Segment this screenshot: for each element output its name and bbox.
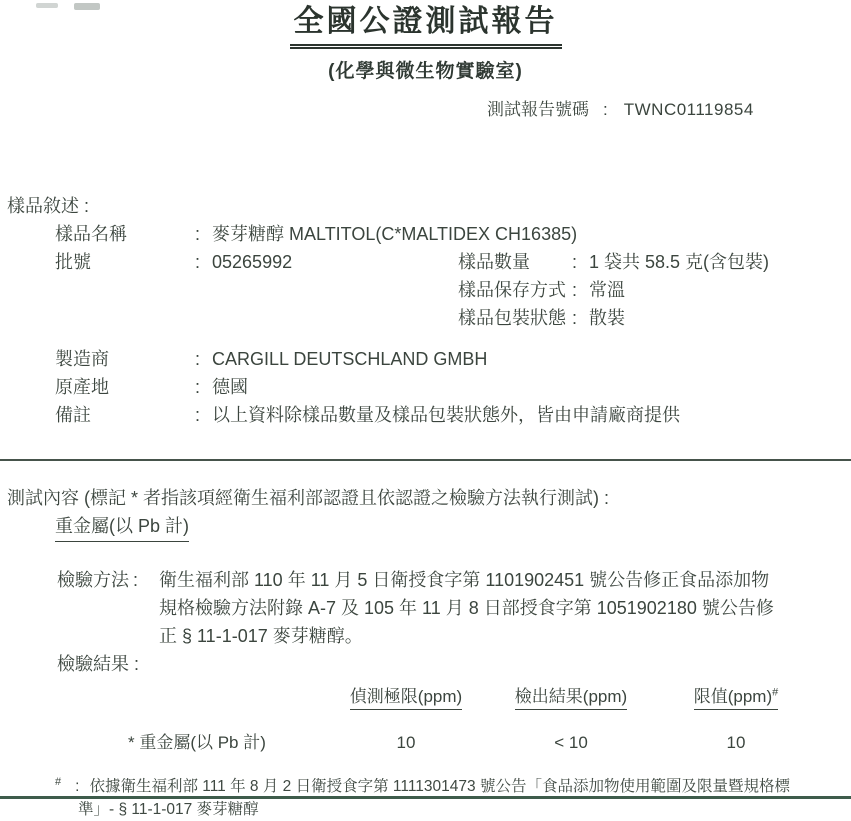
- footnote-text-line2: 準」- § 11-1-017 麥芽糖醇: [78, 800, 259, 818]
- remark-row: [55, 401, 851, 429]
- test-method-row: [57, 566, 851, 650]
- colon-separator: :: [572, 307, 578, 328]
- result-detection-limit: 10: [396, 732, 416, 752]
- quantity-value: 1 袋共 58.5 克(含包裝): [589, 251, 770, 272]
- packing-value: 散裝: [589, 307, 626, 328]
- limit-footnote-marker: #: [772, 685, 779, 698]
- test-method-label: 檢驗方法: [57, 569, 129, 590]
- test-result-label: 檢驗結果 :: [57, 653, 140, 674]
- remark-value: 以上資料除樣品數量及樣品包裝狀態外，皆由申請廠商提供: [212, 404, 681, 425]
- footnote-text-line1: 依據衛生福利部 111 年 8 月 2 日衛授食字第 1111301473 號公告「食品添加物使用範圍及限量暨規格標: [89, 777, 790, 795]
- result-item-name: * 重金屬(以 Pb 計): [128, 732, 266, 752]
- storage-value: 常溫: [589, 279, 626, 300]
- test-method-text: [159, 566, 849, 650]
- origin-label: 原產地: [55, 376, 109, 397]
- column-header-result: 檢出結果(ppm): [515, 682, 627, 710]
- result-limit: 10: [726, 732, 746, 752]
- lab-subtitle: (化學與微生物實驗室): [328, 60, 523, 82]
- batch-label: 批號: [55, 251, 91, 272]
- packing-row: [55, 304, 851, 332]
- quantity-label: 樣品數量: [458, 251, 530, 272]
- sample-name-row: [55, 220, 851, 248]
- report-number-row: [0, 95, 851, 120]
- footnote-marker: #: [55, 775, 62, 788]
- origin-value: 德國: [212, 376, 249, 397]
- manufacturer-label: 製造商: [55, 348, 109, 369]
- origin-row: [55, 373, 851, 401]
- colon-separator: :: [572, 251, 578, 272]
- column-header-detection-limit: 偵測極限(ppm): [350, 682, 462, 710]
- section-divider-line: [0, 459, 851, 461]
- colon-separator: :: [75, 777, 80, 795]
- colon-separator: :: [133, 569, 139, 590]
- result-value: < 10: [554, 732, 588, 752]
- report-number-value: TWNC01119854: [623, 99, 754, 119]
- table-row: [0, 731, 851, 755]
- scan-artifact: [36, 3, 58, 8]
- sample-section-heading: 樣品敘述 :: [7, 195, 90, 216]
- page-bottom-rule: [0, 796, 851, 799]
- batch-quantity-row: [55, 248, 851, 276]
- colon-separator: :: [195, 404, 201, 425]
- manufacturer-block: [0, 345, 851, 429]
- sample-name-value: 麥芽糖醇 MALTITOL(C*MALTIDEX CH16385): [212, 223, 578, 244]
- batch-value: 05265992: [212, 251, 293, 272]
- column-header-limit: 限值(ppm)#: [694, 682, 779, 710]
- page-title: 全國公證測試報告: [290, 3, 562, 49]
- colon-separator: :: [195, 348, 201, 369]
- packing-label: 樣品包裝狀態: [458, 307, 566, 328]
- remark-label: 備註: [55, 404, 91, 425]
- manufacturer-value: CARGILL DEUTSCHLAND GMBH: [212, 348, 488, 369]
- colon-separator: :: [195, 251, 201, 272]
- test-method-line: 正 § 11-1-017 麥芽糖醇。: [159, 625, 363, 646]
- sample-description-section: [0, 192, 851, 429]
- storage-label: 樣品保存方式: [458, 279, 566, 300]
- test-report-page: [0, 3, 851, 818]
- colon-separator: :: [572, 279, 578, 300]
- storage-row: [55, 276, 851, 304]
- sample-name-label: 樣品名稱: [55, 223, 127, 244]
- manufacturer-row: [55, 345, 851, 373]
- results-table: [0, 682, 851, 755]
- test-method-line: 規格檢驗方法附錄 A-7 及 105 年 11 月 8 日部授食字第 1051902180 號公告修: [159, 597, 774, 618]
- results-table-header: [0, 682, 851, 710]
- test-method-line: 衛生福利部 110 年 11 月 5 日衛授食字第 1101902451 號公告修正食品添加物: [159, 569, 770, 590]
- scan-artifact: [74, 3, 100, 10]
- colon-separator: :: [195, 223, 201, 244]
- colon-separator: :: [603, 99, 608, 119]
- colon-separator: :: [195, 376, 201, 397]
- test-item-heading: 重金屬(以 Pb 計): [55, 512, 189, 542]
- test-content-note: 測試內容 (標記 * 者指該項經衛生福利部認證且依認證之檢驗方法執行測試) :: [7, 487, 609, 508]
- report-number-label: 測試報告號碼: [487, 99, 589, 119]
